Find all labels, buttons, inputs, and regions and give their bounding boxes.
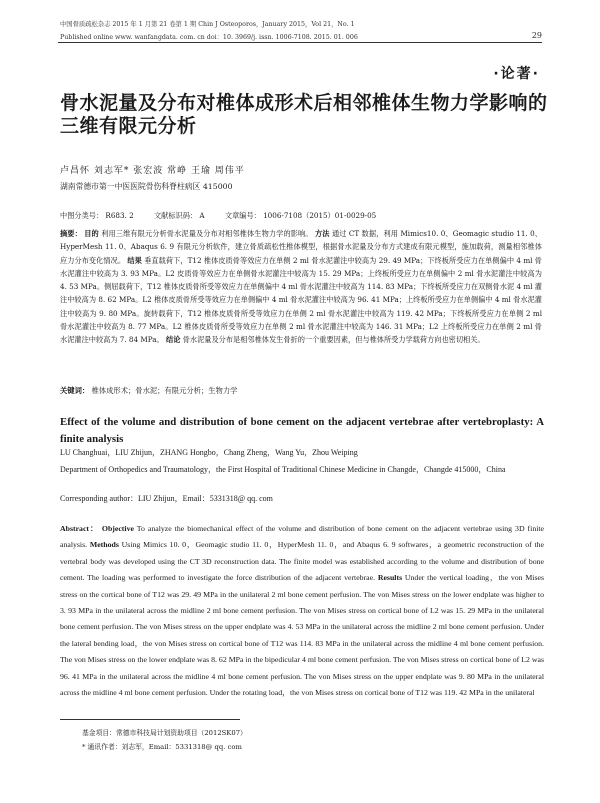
paper-title-en: Effect of the volume and distribution of bone cement on the adjacent vertebrae after vertebroplasty: A finite analysis <box>60 416 544 445</box>
methods-cn: 通过 CT 数据，利用 Mimics10. 0、Geomagic studio 11. 0、HyperMesh 11. 0、Abaqus 6. 9 有限元分析软件，建立骨质疏松性椎体模型，根据骨水泥量及分布方式建成有限元模型，施加载荷，测量相邻椎体应力分布变化情况。 <box>60 229 542 265</box>
journal-header-line1: 中国骨质疏松杂志 2015 年 1 月第 21 卷第 1 期 Chin J Osteoporos，January 2015，Vol 21，No. 1 <box>60 21 355 28</box>
conclusion-cn: 骨水泥量及分布是相邻椎体发生骨折的一个重要因素，但与椎体所受力学载荷方向也密切相关。 <box>182 335 485 345</box>
objective-cn: 利用三维有限元分析骨水泥量及分布对相邻椎体生物力学的影响。 <box>101 229 313 238</box>
bottom-edge-artifact <box>0 794 600 803</box>
page-number: 29 <box>531 31 542 40</box>
document-code: 文献标识码： A <box>153 211 205 220</box>
authors-cn: 卢昌怀 刘志军* 张宏波 常峥 王瑜 周伟平 <box>60 166 245 176</box>
abstract-en-label: Abstract： <box>60 524 99 533</box>
authors-en: LU Changhuai，LIU Zhijun，ZHANG Hongbo，Chang Zheng，Wang Yu，Zhou Weiping <box>60 448 358 457</box>
results-en-label: Results <box>377 573 403 583</box>
methods-en: Using Mimics 10. 0，Geomagic studio 11. 0，HyperMesh 11. 0，and Abaqus 6. 9 softwares，a geometric reconstruction of the vertebral body was developed using the CT 3D reconstruction data. The finite model was established according to the volume and distribution of bone cement. The loading was performed to investigate the force distribution of the adjacent vertebrae. <box>60 540 545 583</box>
footnote-rule <box>60 719 240 720</box>
abstract-cn <box>60 227 542 347</box>
methods-en-label: Methods <box>89 540 119 550</box>
results-en: Under the vertical loading，the von Mises stress on the cortical bone of T12 was 29. 49 MPa in the unilateral 2 ml bone cement perfusion. The von Mises stress on the lower endplate was higher to 3. 93 MPa in the unilateral across the midline 2 ml bone cement perfusion. The von Mises stress on cortical bone of L2 was 15. 29 MPa in the unilateral bone cement perfusion. The von Mises stress on the upper endplate was 4. 53 MPa in the unilateral across the midline 2 ml bone cement perfusion. Under the lateral bending load，the von Mises stress on cortical bone of T12 was 114. 83 MPa in the unilateral across the midline 4 ml bone cement perfusion. The von Mises stress on the lower endplate was 8. 62 MPa in the bipedicular 4 ml bone cement perfusion. The von Mises stress on cortical bone of L2 was 96. 41 MPa in the unilateral across the midline 4 ml bone cement perfusion. The von Mises stress on the upper endplate was 9. 80 MPa in the unilateral across the midline 4 ml bone cement perfusion. Under the rotating load，the von Mises stress on cortical bone of T12 was 119. 42 MPa in the unilateral <box>60 573 544 698</box>
article-meta <box>60 211 394 221</box>
objective-en-label: Objective <box>101 524 134 533</box>
objective-en: To analyze the biomechanical effect of the volume and distribution of bone cement on the adjacent vertebrae using 3D finite analysis. <box>60 524 545 550</box>
header-rule <box>58 42 542 43</box>
results-cn: 垂直载荷下，T12 椎体皮质骨等效应力在单侧 2 ml 骨水泥灌注中较高为 29. 49 MPa；下终板所受应力在单侧偏中 4 ml 骨水泥灌注中较高为 3. 93 MPa。L2 皮质骨等效应力在单侧骨水泥灌注中较高为 15. 29 MPa；上终板所受应力在单侧偏中 2 ml 骨水泥灌注中较高为 4. 53 MPa。侧屈载荷下，T12 椎体皮质骨所受等效应力在单侧偏中 4 ml 骨水泥灌注中较高为 114. 83 MPa；下终板所受应力在双侧骨水泥 4 ml 灌注中较高为 8. 62 MPa。L2 椎体皮质骨所受等效应力在单侧偏中 4 ml 骨水泥灌注中较高为 96. 41 MPa；上终板所受应力在单侧偏中 4 ml 骨水泥灌注中较高为 9. 80 MPa。旋转载荷下，T12 椎体皮质骨所受等效应力在单侧 2 ml 骨水泥灌注中较高为 119. 42 MPa；下终板所受应力在单侧 2 ml 骨水泥灌注中较高为 8. 77 MPa。L2 椎体皮质骨所受等效应力在单侧 2 ml 骨水泥灌注中较高为 146. 31 MPa；L2 上终板所受应力在单侧 2 ml 骨水泥灌注中较高为 7. 84 MPa。 <box>60 255 542 345</box>
keywords-cn-value: 椎体成形术；骨水泥；有限元分析；生物力学 <box>91 386 238 395</box>
abstract-en <box>60 521 544 701</box>
section-label: ·论著· <box>493 66 540 82</box>
journal-header-line2: Published online www. wanfangdata. com. cn doi：10. 3969/j. issn. 1006-7108. 2015. 01. 006 <box>60 34 358 41</box>
paper-title-cn: 骨水泥量及分布对椎体成形术后相邻椎体生物力学影响的三维有限元分析 <box>60 92 548 137</box>
methods-cn-label: 方法 <box>315 229 330 238</box>
keywords-cn <box>60 386 237 396</box>
keywords-cn-label: 关键词： <box>60 386 90 395</box>
conclusion-cn-label: 结论 <box>166 335 181 345</box>
footnote-fund: 基金项目：常德市科技局计划资助项目（2012SK07） <box>82 729 247 737</box>
article-number: 文章编号： 1006-7108（2015）01-0029-05 <box>224 211 377 220</box>
results-cn-label: 结果 <box>127 255 142 265</box>
corresponding-author-en: Corresponding author：LIU Zhijun，Email：5331318@ qq. com <box>60 494 273 503</box>
affiliation-cn: 湖南常德市第一中医医院骨伤科脊柱病区 415000 <box>60 182 233 191</box>
objective-cn-label: 目的 <box>84 229 99 238</box>
footnote-corresponding: * 通讯作者：刘志军，Email：5331318@ qq. com <box>82 743 242 751</box>
abstract-cn-label: 摘要： <box>60 229 82 238</box>
affiliation-en: Department of Orthopedics and Traumatology，the First Hospital of Traditional Chinese Medicine in Changde，Changde 415000，China <box>60 465 506 474</box>
clc-number: 中图分类号： R683. 2 <box>60 211 134 220</box>
